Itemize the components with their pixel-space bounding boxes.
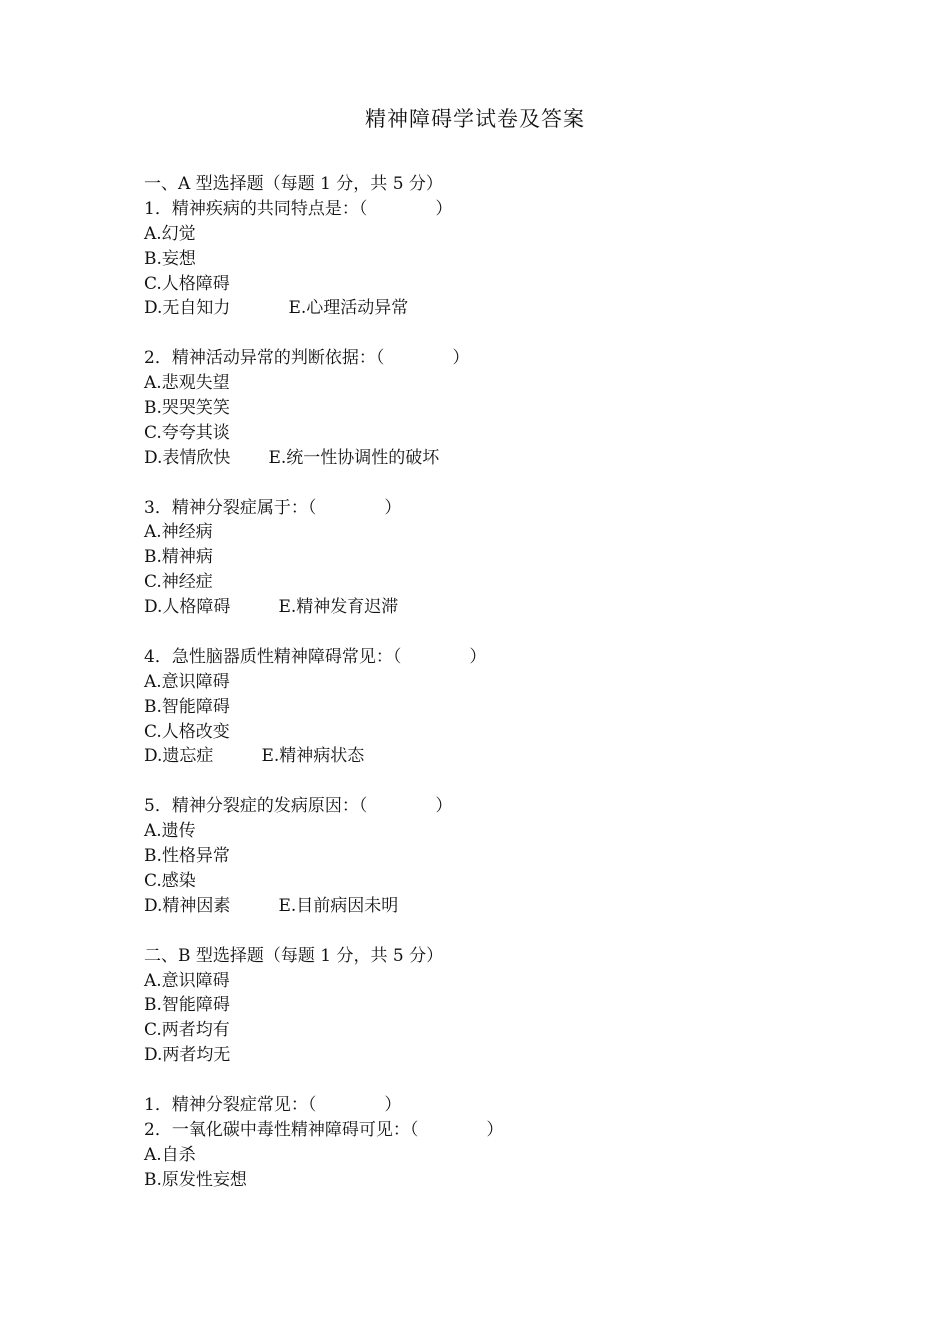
question-4 bbox=[144, 645, 844, 769]
question-stem: 4．急性脑器质性精神障碍常见：（ ） bbox=[144, 646, 487, 667]
option-b: B.原发性妄想 bbox=[144, 1169, 247, 1190]
option-b: B.精神病 bbox=[144, 547, 213, 568]
question-3 bbox=[144, 496, 844, 620]
option-de-row bbox=[144, 296, 844, 321]
spacer bbox=[144, 471, 844, 496]
option-b: B.智能障碍 bbox=[144, 995, 230, 1016]
option-c: C.感染 bbox=[144, 870, 196, 891]
option-de-row bbox=[144, 744, 844, 769]
option-c: C.两者均有 bbox=[144, 1020, 230, 1041]
b-question-2: 2．一氧化碳中毒性精神障碍可见：（ ） bbox=[144, 1119, 504, 1140]
option-b: B.妄想 bbox=[144, 248, 196, 269]
spacer bbox=[144, 620, 844, 645]
option-de-row bbox=[144, 595, 844, 620]
question-5 bbox=[144, 794, 844, 918]
option-a: A.自杀 bbox=[144, 1144, 196, 1165]
option-de-row bbox=[144, 446, 844, 471]
option-c: C.神经症 bbox=[144, 572, 213, 593]
question-stem: 5．精神分裂症的发病原因：（ ） bbox=[144, 796, 453, 817]
section1-heading: 一、A 型选择题（每题 1 分，共 5 分） bbox=[144, 174, 443, 194]
option-d: D.人格障碍 bbox=[144, 597, 231, 618]
page-title: 精神障碍学试卷及答案 bbox=[365, 107, 585, 131]
option-d: D.精神因素 bbox=[144, 895, 231, 916]
question-stem: 2．精神活动异常的判断依据：（ ） bbox=[144, 348, 470, 369]
option-b: B.哭哭笑笑 bbox=[144, 398, 230, 419]
option-e: E.目前病因未明 bbox=[278, 895, 399, 916]
option-d: D.遗忘症 bbox=[144, 746, 214, 767]
option-a: A.神经病 bbox=[144, 522, 213, 543]
option-c: C.人格障碍 bbox=[144, 273, 230, 294]
option-e: E.统一性协调性的破坏 bbox=[268, 447, 440, 468]
exam-content bbox=[144, 172, 844, 1193]
option-b: B.性格异常 bbox=[144, 846, 230, 867]
question-stem: 1．精神疾病的共同特点是：（ ） bbox=[144, 198, 453, 219]
question-2 bbox=[144, 346, 844, 470]
option-c: C.夸夸其谈 bbox=[144, 422, 230, 443]
option-d: D.无自知力 bbox=[144, 298, 231, 319]
b-question-1: 1．精神分裂症常见：（ ） bbox=[144, 1094, 402, 1115]
spacer bbox=[144, 769, 844, 794]
question-stem: 3．精神分裂症属于：（ ） bbox=[144, 497, 402, 518]
option-e: E.精神发育迟滞 bbox=[278, 597, 399, 618]
option-a: A.遗传 bbox=[144, 821, 196, 842]
option-de-row bbox=[144, 894, 844, 919]
option-c: C.人格改变 bbox=[144, 721, 230, 742]
question-1 bbox=[144, 197, 844, 321]
option-a: A.幻觉 bbox=[144, 223, 196, 244]
shared-options bbox=[144, 969, 844, 1069]
option-d: D.表情欣快 bbox=[144, 447, 231, 468]
spacer bbox=[144, 321, 844, 346]
option-a: A.意识障碍 bbox=[144, 671, 230, 692]
option-e: E.精神病状态 bbox=[261, 746, 365, 767]
option-b: B.智能障碍 bbox=[144, 696, 230, 717]
section2-heading: 二、B 型选择题（每题 1 分，共 5 分） bbox=[144, 945, 444, 966]
spacer bbox=[144, 1068, 844, 1093]
option-a: A.悲观失望 bbox=[144, 373, 230, 394]
option-d: D.两者均无 bbox=[144, 1045, 231, 1066]
spacer bbox=[144, 919, 844, 944]
option-e: E.心理活动异常 bbox=[288, 298, 409, 319]
option-a: A.意识障碍 bbox=[144, 970, 230, 991]
